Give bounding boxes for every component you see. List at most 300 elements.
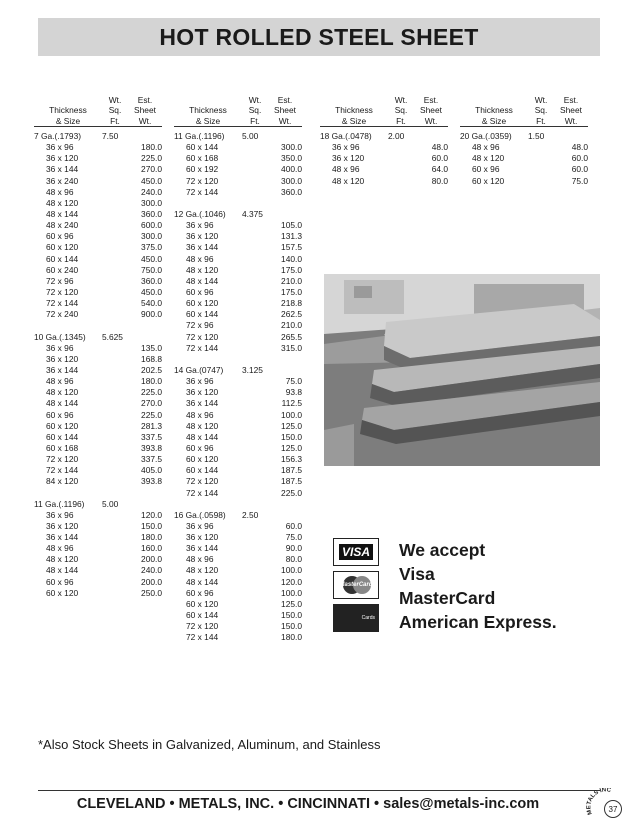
table-row (34, 588, 162, 599)
row-spacer (242, 521, 274, 532)
sheet-size: 72 x 144 (46, 298, 79, 309)
sheet-weight: 175.0 (281, 286, 302, 297)
sheet-weight: 360.0 (141, 275, 162, 286)
sheet-weight: 393.8 (141, 442, 162, 453)
row-spacer (242, 242, 274, 253)
table-row (34, 343, 162, 354)
sheet-size: 36 x 120 (46, 520, 79, 531)
row-spacer (242, 476, 274, 487)
row-spacer (242, 398, 274, 409)
sheet-weight: 180.0 (141, 376, 162, 387)
table-row (174, 588, 302, 599)
table-row (174, 298, 302, 309)
row-spacer (242, 265, 274, 276)
sheet-size: 48 x 120 (186, 565, 219, 576)
sheet-size: 36 x 144 (186, 398, 219, 409)
sheet-weight: 218.8 (281, 298, 302, 309)
gauge-weight: 4.375 (242, 208, 263, 219)
gauge-weight: 2.00 (388, 131, 405, 141)
table-row (174, 320, 302, 331)
sheet-size: 36 x 144 (46, 532, 79, 543)
table-header (460, 92, 588, 127)
footer-divider (38, 790, 600, 791)
table-row (174, 443, 302, 454)
table-row (34, 309, 162, 320)
table-row (34, 220, 162, 231)
row-spacer (102, 454, 134, 465)
sheet-weight: 100.0 (281, 565, 302, 576)
sheet-weight: 75.0 (571, 175, 588, 186)
sheet-weight: 105.0 (281, 220, 302, 231)
table-row (174, 276, 302, 287)
gauge-label: 11 Ga.(.1196) (174, 131, 225, 141)
payment-accepted-text (399, 538, 557, 634)
sheet-weight: 225.0 (141, 409, 162, 420)
sheet-size: 60 x 168 (46, 442, 79, 453)
group-spacer (34, 320, 162, 331)
sheet-weight: 210.0 (281, 320, 302, 331)
gauge-label: 11 Ga.(.1196) (34, 498, 85, 509)
gauge-label: 10 Ga.(.1345) (34, 331, 86, 342)
table-row (174, 410, 302, 421)
sheet-size: 48 x 96 (46, 376, 74, 387)
table-row (34, 565, 162, 576)
sheet-size: 48 x 120 (46, 554, 79, 565)
sheet-size: 60 x 120 (46, 242, 79, 253)
row-spacer (242, 254, 274, 265)
sheet-size: 48 x 144 (46, 398, 79, 409)
table-row (34, 476, 162, 487)
row-spacer (388, 164, 420, 175)
sheet-size: 84 x 120 (46, 476, 79, 487)
sheet-weight: 265.5 (281, 331, 302, 342)
amex-logo-text: Cards (361, 615, 375, 621)
table-row (460, 153, 588, 164)
sheet-weight: 48.0 (431, 142, 448, 153)
row-spacer (388, 176, 420, 187)
steel-table-column-2 (174, 92, 302, 643)
row-spacer (242, 164, 274, 175)
row-spacer (242, 621, 274, 632)
table-row (174, 577, 302, 588)
accept-line: We accept (399, 540, 486, 560)
table-row (34, 432, 162, 443)
thickness-size-header: Thickness & Size (189, 105, 227, 126)
sheet-size: 48 x 144 (186, 576, 219, 587)
sheet-size: 60 x 96 (186, 442, 214, 453)
row-spacer (102, 398, 134, 409)
sheet-weight: 60.0 (285, 520, 302, 531)
table-row (34, 465, 162, 476)
row-spacer (102, 554, 134, 565)
sheet-size: 72 x 144 (186, 487, 219, 498)
table-row (460, 176, 588, 187)
table-row (34, 298, 162, 309)
row-spacer (528, 176, 560, 187)
table-row (174, 153, 302, 164)
row-spacer (102, 231, 134, 242)
table-row (174, 521, 302, 532)
row-spacer (242, 632, 274, 643)
gauge-weight: 1.50 (528, 131, 545, 141)
row-spacer (242, 410, 274, 421)
table-row (174, 164, 302, 175)
table-row (34, 454, 162, 465)
sheet-size: 60 x 144 (46, 253, 79, 264)
gauge-row (34, 499, 162, 510)
row-spacer (102, 287, 134, 298)
table-row (34, 153, 162, 164)
row-spacer (102, 309, 134, 320)
weight-sq-ft-header: Wt. Sq. Ft. (534, 94, 548, 126)
sheet-weight: 100.0 (281, 587, 302, 598)
sheet-weight: 202.5 (141, 364, 162, 375)
table-row (320, 176, 448, 187)
sheet-size: 48 x 96 (186, 554, 214, 565)
table-row (174, 421, 302, 432)
table-row (34, 265, 162, 276)
row-spacer (102, 220, 134, 231)
sheet-weight: 125.0 (281, 598, 302, 609)
table-row (34, 376, 162, 387)
sheet-weight: 300.0 (281, 175, 302, 186)
table-row (174, 432, 302, 443)
table-row (174, 476, 302, 487)
row-spacer (242, 142, 274, 153)
row-spacer (102, 142, 134, 153)
row-spacer (102, 432, 134, 443)
sheet-size: 72 x 120 (46, 286, 79, 297)
table-row (174, 465, 302, 476)
sheet-size: 60 x 96 (186, 286, 214, 297)
stock-footnote: *Also Stock Sheets in Galvanized, Aluminum, and Stainless (38, 737, 381, 752)
row-spacer (242, 332, 274, 343)
sheet-weight: 350.0 (281, 153, 302, 164)
sheet-weight: 240.0 (141, 186, 162, 197)
row-spacer (242, 443, 274, 454)
sheet-weight: 210.0 (281, 275, 302, 286)
sheet-size: 60 x 120 (46, 587, 79, 598)
row-spacer (242, 176, 274, 187)
table-body (320, 127, 448, 187)
sheet-weight: 750.0 (141, 264, 162, 275)
row-spacer (242, 599, 274, 610)
sheet-size: 36 x 120 (186, 231, 219, 242)
sheet-size: 60 x 96 (46, 231, 74, 242)
sheet-size: 72 x 120 (46, 454, 79, 465)
table-row (320, 142, 448, 153)
row-spacer (242, 532, 274, 543)
sheet-weight: 120.0 (281, 576, 302, 587)
row-spacer (102, 276, 134, 287)
weight-sq-ft-header: Wt. Sq. Ft. (248, 94, 262, 126)
table-row (34, 443, 162, 454)
sheet-weight: 48.0 (571, 142, 588, 153)
est-sheet-weight-header: Est. Sheet Wt. (274, 94, 296, 126)
sheet-weight: 240.0 (141, 565, 162, 576)
sheet-size: 36 x 96 (332, 142, 360, 153)
gauge-label: 16 Ga.(.0598) (174, 509, 226, 520)
table-row (34, 554, 162, 565)
sheet-weight: 450.0 (141, 286, 162, 297)
sheet-size: 36 x 96 (46, 142, 74, 153)
table-row (174, 621, 302, 632)
sheet-size: 48 x 144 (186, 431, 219, 442)
sheet-size: 36 x 144 (186, 242, 219, 253)
row-spacer (102, 153, 134, 164)
sheet-size: 48 x 96 (186, 253, 214, 264)
row-spacer (242, 309, 274, 320)
gauge-label: 7 Ga.(.1793) (34, 131, 82, 141)
row-spacer (102, 387, 134, 398)
sheet-weight: 300.0 (281, 142, 302, 153)
gauge-weight: 5.00 (242, 131, 259, 141)
sheet-size: 48 x 144 (186, 275, 219, 286)
est-sheet-weight-header: Est. Sheet Wt. (560, 94, 582, 126)
row-spacer (242, 610, 274, 621)
sheet-weight: 160.0 (141, 543, 162, 554)
row-spacer (102, 588, 134, 599)
row-spacer (242, 554, 274, 565)
row-spacer (102, 421, 134, 432)
sheet-weight: 120.0 (141, 509, 162, 520)
visa-logo-text: VISA (339, 544, 373, 560)
table-row (174, 376, 302, 387)
gauge-weight: 5.625 (102, 331, 123, 342)
steel-table-column-1 (34, 92, 162, 599)
steel-table-column-3 (320, 92, 448, 187)
sheet-weight: 93.8 (285, 387, 302, 398)
sheet-size: 36 x 96 (186, 220, 214, 231)
est-sheet-weight-header: Est. Sheet Wt. (134, 94, 156, 126)
sheet-size: 48 x 120 (46, 387, 79, 398)
row-spacer (242, 465, 274, 476)
table-row (174, 231, 302, 242)
row-spacer (102, 164, 134, 175)
sheet-weight: 156.3 (281, 454, 302, 465)
gauge-label: 14 Ga.(0747) (174, 364, 224, 375)
sheet-weight: 393.8 (141, 476, 162, 487)
sheet-size: 72 x 144 (186, 342, 219, 353)
sheet-size: 60 x 144 (46, 431, 79, 442)
sheet-size: 48 x 120 (332, 175, 365, 186)
sheet-size: 60 x 168 (186, 153, 219, 164)
sheet-weight: 150.0 (141, 520, 162, 531)
sheet-size: 48 x 96 (472, 142, 500, 153)
est-sheet-weight-header: Est. Sheet Wt. (420, 94, 442, 126)
sheet-weight: 168.8 (141, 353, 162, 364)
sheet-size: 60 x 192 (186, 164, 219, 175)
table-row (174, 565, 302, 576)
sheet-weight: 360.0 (141, 208, 162, 219)
row-spacer (102, 565, 134, 576)
sheet-size: 60 x 144 (186, 610, 219, 621)
sheet-weight: 75.0 (285, 376, 302, 387)
gauge-row (174, 510, 302, 521)
sheet-weight: 262.5 (281, 309, 302, 320)
sheet-weight: 400.0 (281, 164, 302, 175)
gauge-row (460, 131, 588, 142)
table-row (34, 543, 162, 554)
sheet-weight: 150.0 (281, 431, 302, 442)
row-spacer (102, 265, 134, 276)
sheet-weight: 180.0 (141, 142, 162, 153)
thickness-size-header: Thickness & Size (49, 105, 87, 126)
sheet-weight: 175.0 (281, 264, 302, 275)
sheet-size: 72 x 120 (186, 476, 219, 487)
group-spacer (174, 198, 302, 209)
sheet-weight: 225.0 (141, 387, 162, 398)
row-spacer (528, 142, 560, 153)
sheet-size: 60 x 144 (186, 142, 219, 153)
sheet-weight: 112.5 (281, 398, 302, 409)
sheet-size: 36 x 120 (46, 353, 79, 364)
row-spacer (242, 577, 274, 588)
row-spacer (242, 153, 274, 164)
sheet-size: 72 x 96 (46, 275, 74, 286)
row-spacer (528, 153, 560, 164)
gauge-weight: 7.50 (102, 131, 119, 141)
weight-sq-ft-header: Wt. Sq. Ft. (108, 94, 122, 126)
sheet-weight: 900.0 (141, 309, 162, 320)
row-spacer (102, 543, 134, 554)
sheet-size: 72 x 240 (46, 309, 79, 320)
gauge-label: 20 Ga.(.0359) (460, 131, 512, 141)
row-spacer (102, 465, 134, 476)
visa-logo (333, 538, 379, 566)
sheet-weight: 405.0 (141, 465, 162, 476)
table-row (34, 176, 162, 187)
sheet-weight: 80.0 (285, 554, 302, 565)
table-body (34, 127, 162, 599)
sheet-weight: 100.0 (281, 409, 302, 420)
table-row (34, 577, 162, 588)
sheet-weight: 140.0 (281, 253, 302, 264)
gauge-row (320, 131, 448, 142)
sheet-size: 36 x 120 (46, 153, 79, 164)
row-spacer (242, 588, 274, 599)
row-spacer (242, 387, 274, 398)
sheet-size: 36 x 96 (46, 342, 74, 353)
sheet-size: 72 x 120 (186, 175, 219, 186)
gauge-weight: 2.50 (242, 509, 259, 520)
table-row (34, 410, 162, 421)
row-spacer (102, 443, 134, 454)
gauge-label: 12 Ga.(.1046) (174, 208, 226, 219)
row-spacer (102, 510, 134, 521)
sheet-size: 60 x 120 (46, 420, 79, 431)
sheet-weight: 200.0 (141, 576, 162, 587)
table-row (34, 532, 162, 543)
row-spacer (102, 187, 134, 198)
sheet-size: 60 x 144 (186, 465, 219, 476)
amex-logo (333, 604, 379, 632)
sheet-weight: 360.0 (281, 186, 302, 197)
table-row (174, 599, 302, 610)
table-row (174, 387, 302, 398)
table-row (174, 488, 302, 499)
group-spacer (174, 354, 302, 365)
gauge-row (174, 131, 302, 142)
table-row (34, 276, 162, 287)
table-row (34, 521, 162, 532)
sheet-weight: 90.0 (285, 543, 302, 554)
row-spacer (102, 354, 134, 365)
table-row (174, 398, 302, 409)
page-number: 37 (604, 800, 622, 818)
sheet-weight: 450.0 (141, 175, 162, 186)
sheet-size: 72 x 120 (186, 621, 219, 632)
row-spacer (242, 432, 274, 443)
sheet-size: 60 x 144 (186, 309, 219, 320)
table-row (34, 187, 162, 198)
sheet-size: 72 x 96 (186, 320, 214, 331)
table-row (174, 287, 302, 298)
table-row (460, 142, 588, 153)
sheet-weight: 337.5 (141, 431, 162, 442)
table-row (174, 142, 302, 153)
row-spacer (242, 565, 274, 576)
row-spacer (388, 153, 420, 164)
sheet-size: 72 x 144 (46, 465, 79, 476)
sheet-weight: 131.3 (281, 231, 302, 242)
sheet-weight: 60.0 (431, 153, 448, 164)
group-spacer (34, 488, 162, 499)
row-spacer (242, 276, 274, 287)
table-row (174, 543, 302, 554)
gauge-row (174, 209, 302, 220)
table-row (174, 332, 302, 343)
row-spacer (102, 209, 134, 220)
table-row (174, 343, 302, 354)
table-row (320, 164, 448, 175)
sheet-weight: 450.0 (141, 253, 162, 264)
mastercard-logo-text: MasterCard (339, 582, 373, 588)
sheet-weight: 375.0 (141, 242, 162, 253)
row-spacer (102, 376, 134, 387)
sheet-weight: 225.0 (281, 487, 302, 498)
sheet-weight: 187.5 (281, 476, 302, 487)
row-spacer (102, 298, 134, 309)
row-spacer (102, 577, 134, 588)
sheet-size: 72 x 144 (186, 632, 219, 643)
sheet-size: 48 x 120 (186, 264, 219, 275)
sheet-size: 36 x 144 (186, 543, 219, 554)
row-spacer (242, 421, 274, 432)
row-spacer (102, 365, 134, 376)
sheet-weight: 125.0 (281, 420, 302, 431)
sheet-weight: 60.0 (571, 164, 588, 175)
row-spacer (242, 231, 274, 242)
page-title (38, 18, 600, 56)
sheet-size: 36 x 96 (46, 509, 74, 520)
row-spacer (102, 521, 134, 532)
sheet-weight: 315.0 (281, 342, 302, 353)
table-row (34, 242, 162, 253)
sheet-size: 48 x 96 (186, 409, 214, 420)
sheet-size: 36 x 120 (332, 153, 365, 164)
table-row (174, 220, 302, 231)
table-row (320, 153, 448, 164)
sheet-size: 36 x 144 (46, 364, 79, 375)
row-spacer (102, 476, 134, 487)
row-spacer (102, 410, 134, 421)
sheet-weight: 75.0 (285, 532, 302, 543)
sheet-size: 72 x 144 (186, 186, 219, 197)
table-row (34, 421, 162, 432)
table-row (34, 365, 162, 376)
accept-line: American Express. (399, 612, 557, 632)
